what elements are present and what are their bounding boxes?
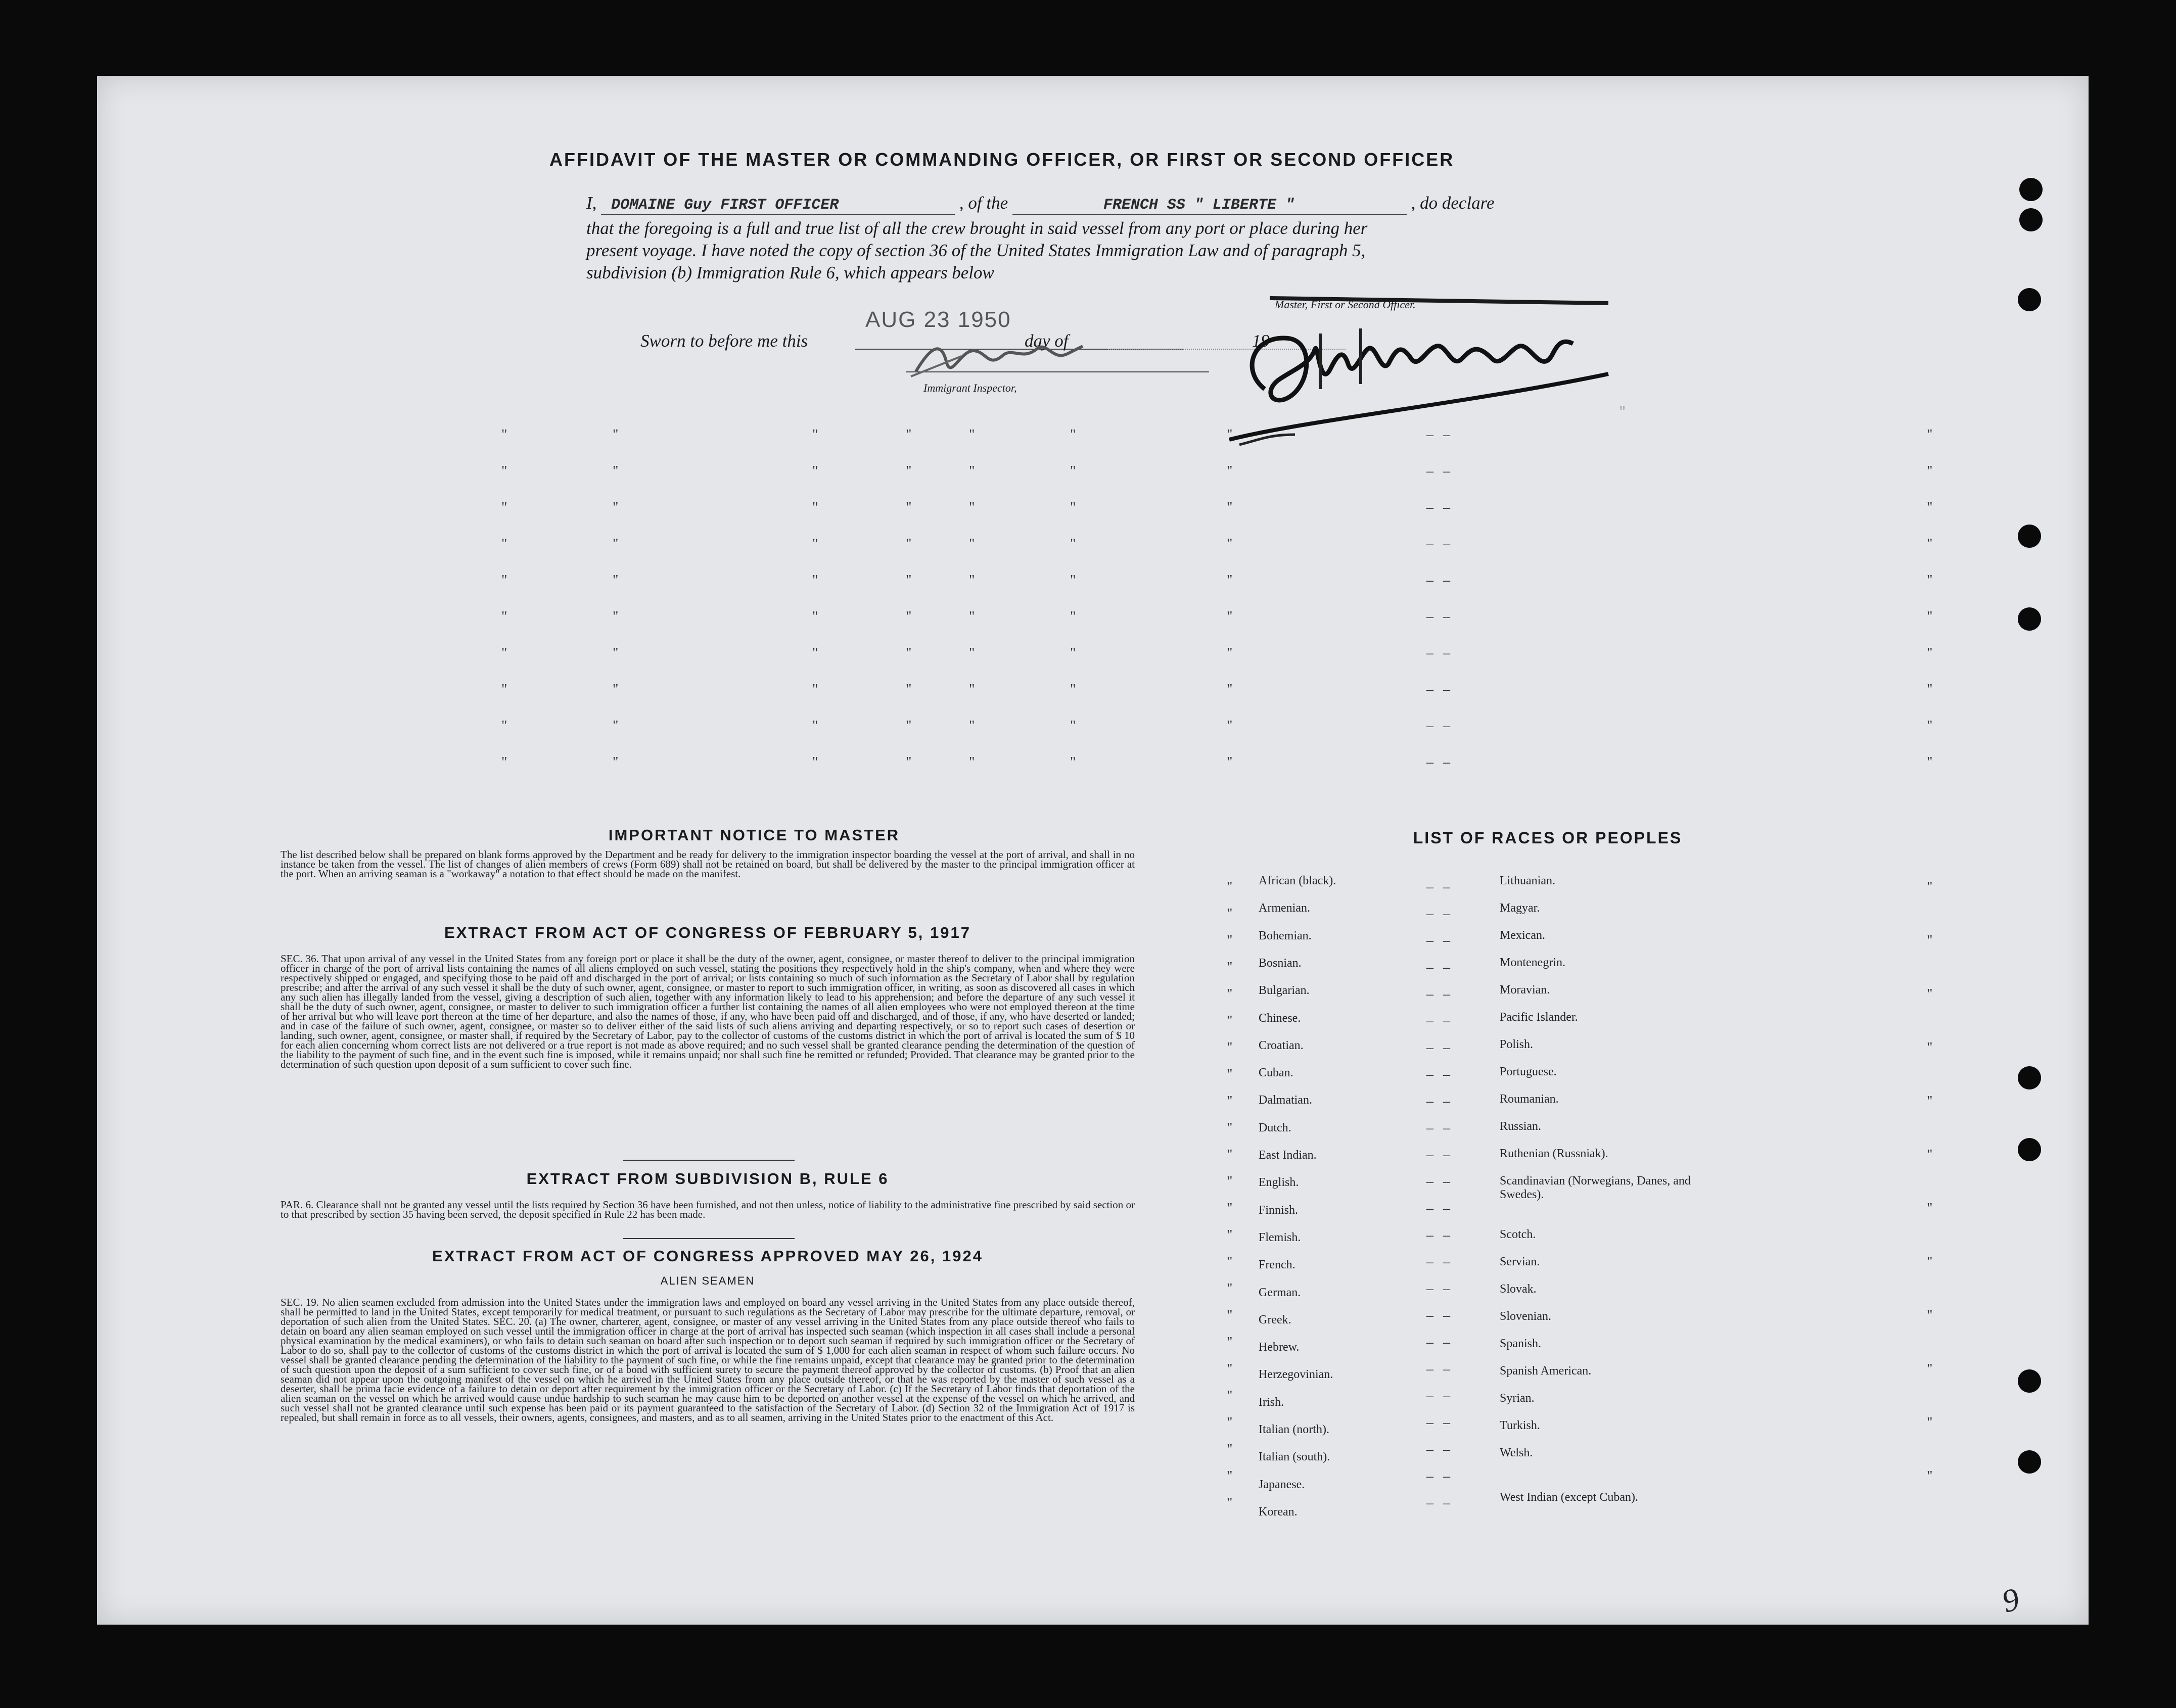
ditto-mark: " bbox=[1227, 933, 1233, 948]
race-item: Hebrew. bbox=[1259, 1341, 1300, 1354]
ditto-mark: " bbox=[501, 573, 507, 588]
race-item: French. bbox=[1259, 1258, 1295, 1272]
punch-hole bbox=[2019, 208, 2043, 231]
ditto-mark: " bbox=[906, 718, 912, 734]
punch-hole bbox=[2018, 1450, 2041, 1474]
race-item: Bosnian. bbox=[1259, 956, 1302, 970]
ditto-mark: " bbox=[1070, 645, 1076, 661]
race-item: Croatian. bbox=[1259, 1038, 1304, 1052]
ditto-mark: " bbox=[1227, 1495, 1233, 1511]
dash-mark: – – bbox=[1426, 1067, 1453, 1082]
ditto-mark: " bbox=[1070, 754, 1076, 770]
race-item: West Indian (except Cuban). bbox=[1500, 1491, 1638, 1504]
race-item: Spanish American. bbox=[1500, 1364, 1592, 1378]
affidavit-title: AFFIDAVIT OF THE MASTER OR COMMANDING OFFICER, OR FIRST OR SECOND OFFICER bbox=[549, 149, 1455, 170]
race-item: Bulgarian. bbox=[1259, 984, 1310, 998]
dash-mark: – – bbox=[1426, 1308, 1453, 1323]
race-item: East Indian. bbox=[1259, 1149, 1317, 1162]
extract1-body: SEC. 36. That upon arrival of any vessel in the United States from any foreign port or place it shall be the duty of the owner, agent, consignee, or master thereof to deliver to the principal immigration officer in charge of the port of arrival lists containing the names of all aliens employed on such vessel, stating the positions they respectively hold in the ship's company, when and where they were respectively shipped or engaged, and specifying those to be paid off and discharged in the port of arrival; or lists containing so much of such information as the Secretary of Labor shall by regulation prescribe; and after the arrival of any such vessel it shall be the duty of such owner, agent, consignee, or master to report to such immigration officer, in writing, as soon as discovered all cases in which any such alien has illegally landed from the vessel, giving a description of such alien, together with any information likely to lead to his apprehension; and before the departure of any such vessel it shall be the duty of such owner, agent, consignee, or master to deliver to such immigration officer a further list containing the names of all alien employees who were not employed thereon at the time of her arrival but who will leave port thereon at the time of her departure, and also the names of those, if any, who have been paid off and discharged, and of those, if any, who have deserted or landed; and in case of the failure of such owner, agent, consignee, or master so to deliver either of the said lists of such aliens arriving and departing respectively, or so to report such cases of desertion or landing, such owner, agent, consignee, or master shall, if required by the Secretary of Labor, pay to the collector of customs of the customs district in which the port of arrival is located the sum of $ 10 for each alien concerning whom correct lists are not delivered or a true report is not made as above required; and no such vessel shall be granted clearance pending the determination of the question of the liability to the payment of such fine, and in the event such fine is imposed, while it remains unpaid; nor shall such fine be remitted or refunded; Provided. That clearance may be granted prior to the determination of such question upon deposit of a sum sufficient to cover such fine. bbox=[281, 953, 1135, 1070]
ditto-mark: " bbox=[1227, 1227, 1233, 1243]
ditto-mark: " bbox=[1227, 1335, 1233, 1350]
ditto-mark: " bbox=[1927, 754, 1933, 770]
dash-mark: – – bbox=[1426, 1094, 1453, 1109]
ditto-mark: " bbox=[1227, 718, 1233, 734]
ditto-mark: " bbox=[501, 500, 507, 515]
ditto-mark: " bbox=[812, 427, 818, 443]
do-declare-text: , do declare bbox=[1411, 193, 1495, 213]
dash-mark: – – bbox=[1426, 906, 1453, 922]
ditto-mark: " bbox=[812, 645, 818, 661]
race-item: Herzegovinian. bbox=[1259, 1368, 1333, 1382]
race-item: Armenian. bbox=[1259, 902, 1310, 915]
dash-mark: – – bbox=[1426, 1013, 1453, 1029]
ditto-mark: " bbox=[1227, 1013, 1233, 1029]
dash-mark: – – bbox=[1426, 1201, 1453, 1216]
dash-mark: – – bbox=[1426, 645, 1453, 661]
ditto-mark: " bbox=[501, 645, 507, 661]
ditto-mark: " bbox=[906, 500, 912, 515]
race-item: Welsh. bbox=[1500, 1446, 1533, 1459]
race-item: Finnish. bbox=[1259, 1203, 1299, 1217]
extract1-title: EXTRACT FROM ACT OF CONGRESS OF FEBRUARY 5, 1917 bbox=[444, 924, 971, 941]
race-item: Mexican. bbox=[1500, 929, 1545, 942]
ditto-mark: " bbox=[1227, 1120, 1233, 1136]
race-item: Flemish. bbox=[1259, 1230, 1301, 1244]
ditto-mark: " bbox=[906, 754, 912, 770]
ditto-mark: " bbox=[1927, 645, 1933, 661]
race-item: Montenegrin. bbox=[1500, 956, 1565, 969]
ditto-mark: " bbox=[1227, 682, 1233, 697]
ditto-mark: " bbox=[1927, 986, 1933, 1002]
dash-mark: – – bbox=[1426, 933, 1453, 948]
ditto-mark: " bbox=[613, 754, 619, 770]
dash-mark: – – bbox=[1426, 754, 1453, 770]
ditto-mark: " bbox=[906, 463, 912, 479]
race-item: Irish. bbox=[1259, 1395, 1284, 1409]
race-item: Polish. bbox=[1500, 1038, 1534, 1051]
inspector-signature bbox=[901, 326, 1164, 387]
ditto-mark: " bbox=[812, 573, 818, 588]
ditto-mark: " bbox=[1927, 427, 1933, 443]
ditto-mark: " bbox=[906, 573, 912, 588]
ditto-mark: " bbox=[613, 463, 619, 479]
ditto-mark: " bbox=[969, 645, 975, 661]
punch-hole bbox=[2018, 525, 2041, 548]
inspector-label: Immigrant Inspector, bbox=[923, 382, 1017, 394]
punch-hole bbox=[2019, 178, 2043, 201]
ditto-mark: " bbox=[1927, 1147, 1933, 1163]
ditto-mark: " bbox=[1927, 933, 1933, 948]
race-item: Roumanian. bbox=[1500, 1093, 1559, 1106]
dash-mark: – – bbox=[1426, 1388, 1453, 1404]
ditto-mark: " bbox=[969, 609, 975, 625]
punch-hole bbox=[2018, 1369, 2041, 1393]
race-item: Korean. bbox=[1259, 1505, 1298, 1519]
year-prefix: 19 bbox=[1252, 331, 1270, 351]
ditto-mark: " bbox=[812, 536, 818, 552]
ditto-mark: " bbox=[1927, 682, 1933, 697]
ditto-mark: " bbox=[1927, 536, 1933, 552]
declaration-prefix: I, bbox=[586, 193, 597, 213]
ditto-mark: " bbox=[1070, 609, 1076, 625]
ditto-mark: " bbox=[613, 609, 619, 625]
ditto-mark: " bbox=[1227, 1067, 1233, 1082]
corner-mark: 9 bbox=[1998, 1581, 2023, 1620]
dash-mark: – – bbox=[1426, 609, 1453, 625]
ditto-mark: " bbox=[1927, 500, 1933, 515]
punch-hole bbox=[2018, 607, 2041, 631]
dash-mark: – – bbox=[1426, 463, 1453, 479]
document-page bbox=[97, 76, 2089, 1625]
race-item: Spanish. bbox=[1500, 1337, 1542, 1350]
dash-mark: – – bbox=[1426, 1254, 1453, 1270]
ditto-mark: " bbox=[1227, 1468, 1233, 1484]
ditto-mark: " bbox=[1227, 1254, 1233, 1270]
dash-mark: – – bbox=[1426, 1147, 1453, 1163]
dash-mark: – – bbox=[1426, 986, 1453, 1002]
ditto-mark: " bbox=[1927, 879, 1933, 895]
ditto-mark: " bbox=[1227, 1281, 1233, 1297]
dash-mark: – – bbox=[1426, 1361, 1453, 1377]
race-item: English. bbox=[1259, 1176, 1299, 1190]
race-item: Scandinavian (Norwegians, Danes, and Swedes). bbox=[1500, 1174, 1691, 1201]
extract2-body: PAR. 6. Clearance shall not be granted any vessel until the lists required by Section 36 have been furnished, and not then unless, notice of liability to the administrative fine prescribed by said section or to that prescribed by section 35 having been served, the deposit specified in Rule 22 has been made. bbox=[281, 1199, 1135, 1220]
dash-mark: – – bbox=[1426, 718, 1453, 734]
race-item: Chinese. bbox=[1259, 1011, 1301, 1025]
ditto-mark: " bbox=[1227, 427, 1233, 443]
race-item: Pacific Islander. bbox=[1500, 1011, 1578, 1024]
ditto-mark: " bbox=[1227, 754, 1233, 770]
divider bbox=[623, 1238, 795, 1239]
ditto-mark: " bbox=[613, 427, 619, 443]
notice-body: The list described below shall be prepared on blank forms approved by the Department and be ready for delivery to the immigration inspector boarding the vessel at the port of arrival, and shall in no instance be taken from the vessel. The list of changes of alien members of crews (Form 689) shall not be retained on board, but shall be delivered by the master to the principal immigration officer at the port. When an arriving seaman is a "workaway" a notation to that effect should be made on the manifest. bbox=[281, 848, 1135, 880]
day-of-text: day of bbox=[1025, 331, 1069, 351]
dash-mark: – – bbox=[1426, 1227, 1453, 1243]
dash-mark: – – bbox=[1426, 682, 1453, 697]
ditto-mark: " bbox=[1227, 609, 1233, 625]
ditto-mark: " bbox=[1927, 573, 1933, 588]
ditto-mark: " bbox=[1927, 1361, 1933, 1377]
ditto-mark: " bbox=[969, 427, 975, 443]
race-item: Japanese. bbox=[1259, 1478, 1305, 1491]
dash-mark: – – bbox=[1426, 1415, 1453, 1431]
race-item: Italian (south). bbox=[1259, 1450, 1330, 1464]
ditto-mark: " bbox=[1927, 1415, 1933, 1431]
ditto-mark: " bbox=[1227, 1442, 1233, 1457]
ditto-mark: " bbox=[969, 754, 975, 770]
dash-mark: – – bbox=[1426, 1495, 1453, 1511]
master-label: Master, First or Second Officer. bbox=[1275, 298, 1416, 311]
race-item: Bohemian. bbox=[1259, 929, 1312, 942]
ditto-mark: " bbox=[906, 427, 912, 443]
race-item: Portuguese. bbox=[1500, 1065, 1557, 1078]
race-item: Syrian. bbox=[1500, 1392, 1535, 1405]
ditto-mark: " bbox=[1927, 1254, 1933, 1270]
ditto-mark: " bbox=[613, 682, 619, 697]
ditto-mark: " bbox=[501, 754, 507, 770]
dash-mark: – – bbox=[1426, 573, 1453, 588]
ditto-mark: " bbox=[969, 682, 975, 697]
ditto-mark: " bbox=[613, 573, 619, 588]
notice-title: IMPORTANT NOTICE TO MASTER bbox=[608, 826, 900, 844]
race-item: Russian. bbox=[1500, 1120, 1542, 1133]
bleed-through: " bbox=[1618, 404, 1627, 419]
race-item: Servian. bbox=[1500, 1255, 1540, 1268]
race-item: African (black). bbox=[1259, 874, 1336, 887]
race-item: Ruthenian (Russniak). bbox=[1500, 1147, 1608, 1160]
ditto-mark: " bbox=[812, 609, 818, 625]
race-item: Slovak. bbox=[1500, 1283, 1537, 1296]
race-item: German. bbox=[1259, 1286, 1301, 1299]
race-item: Lithuanian. bbox=[1500, 874, 1555, 887]
ditto-mark: " bbox=[1227, 960, 1233, 975]
ditto-mark: " bbox=[613, 718, 619, 734]
ditto-mark: " bbox=[613, 645, 619, 661]
ditto-mark: " bbox=[1227, 573, 1233, 588]
ditto-mark: " bbox=[969, 500, 975, 515]
date-stamp: AUG 23 1950 bbox=[865, 307, 1011, 332]
ditto-mark: " bbox=[1227, 1388, 1233, 1404]
ditto-mark: " bbox=[1227, 500, 1233, 515]
ditto-mark: " bbox=[1927, 1201, 1933, 1216]
extract3-title: EXTRACT FROM ACT OF CONGRESS APPROVED MAY 26, 1924 bbox=[432, 1247, 983, 1265]
extract2-title: EXTRACT FROM SUBDIVISION B, RULE 6 bbox=[526, 1170, 889, 1188]
race-item: Dalmatian. bbox=[1259, 1094, 1312, 1107]
dash-mark: – – bbox=[1426, 1281, 1453, 1297]
race-item: Turkish. bbox=[1500, 1419, 1540, 1432]
dash-mark: – – bbox=[1426, 879, 1453, 895]
ditto-mark: " bbox=[812, 682, 818, 697]
punch-hole bbox=[2018, 1066, 2041, 1089]
ditto-mark: " bbox=[1927, 1308, 1933, 1323]
declaration-line-3: present voyage. I have noted the copy of section 36 of the United States Immigration Law and of paragraph 5, bbox=[586, 241, 1366, 260]
ditto-mark: " bbox=[1227, 879, 1233, 895]
race-item: Magyar. bbox=[1500, 902, 1540, 915]
ditto-mark: " bbox=[1227, 645, 1233, 661]
dash-mark: – – bbox=[1426, 1040, 1453, 1056]
of-the-text: , of the bbox=[959, 193, 1008, 213]
ditto-mark: " bbox=[613, 536, 619, 552]
ditto-mark: " bbox=[1927, 1094, 1933, 1109]
ditto-mark: " bbox=[812, 463, 818, 479]
ditto-mark: " bbox=[1227, 1147, 1233, 1163]
ditto-mark: " bbox=[1227, 1094, 1233, 1109]
ditto-mark: " bbox=[812, 718, 818, 734]
vessel-name: FRENCH SS " LIBERTE " bbox=[1012, 197, 1407, 215]
punch-hole bbox=[2018, 288, 2041, 311]
ditto-mark: " bbox=[1927, 609, 1933, 625]
divider bbox=[623, 1160, 795, 1161]
ditto-mark: " bbox=[501, 536, 507, 552]
ditto-mark: " bbox=[501, 463, 507, 479]
dash-mark: – – bbox=[1426, 1335, 1453, 1350]
ditto-mark: " bbox=[1927, 1468, 1933, 1484]
ditto-mark: " bbox=[1070, 500, 1076, 515]
ditto-mark: " bbox=[906, 536, 912, 552]
ditto-mark: " bbox=[501, 682, 507, 697]
ditto-mark: " bbox=[1227, 1415, 1233, 1431]
dash-mark: – – bbox=[1426, 960, 1453, 975]
race-item: Greek. bbox=[1259, 1313, 1291, 1326]
extract3-body: SEC. 19. No alien seamen excluded from admission into the United States under the immigration laws and employed on board any vessel arriving in the United States from any place outside thereof, shall be permitted to land in the United States, except temporarily for medical treatment, or pursuant to such regulations as the Secretary of Labor may prescribe for the ultimate departure, removal, or deportation of such alien from the United States. SEC. 20. (a) The owner, charterer, agent, consignee, or master of any vessel arriving in the United States from any place outside thereof who fails to detain on board any alien seaman employed on such vessel until the immigration officer in charge at the port of arrival has inspected such seaman (which inspection in all cases shall include a personal physical examination by the medical examiners), or who fails to detain such seaman on board after such inspection or to deport such seaman if required by such immigration officer or the Secretary of Labor to do so, shall pay to the collector of customs of the customs district in which the port of arrival is located the sum of $ 1,000 for each alien seaman in respect of whom such failure occurs. No vessel shall be granted clearance pending the determination of the liability to the payment of such fine, or while the fine remains unpaid, except that clearance may be granted prior to the determination of such question upon the deposit of a sum sufficient to cover such fine, or of a bond with sufficient surety to secure the payment thereof approved by the collector of customs. (b) Proof that an alien seaman did not appear upon the outgoing manifest of the vessel on which he arrived in the United States from any place outside thereof, or that he was reported by the master of such vessel as a deserter, shall be prima facie evidence of a failure to detain or deport after requirement by the immigration officer or the Secretary of Labor. (c) If the Secretary of Labor finds that deportation of the alien seaman on the vessel on which he arrived would cause undue hardship to such seaman he may cause him to be deported on another vessel at the expense of the vessel on which he arrived, and such vessel shall not be granted clearance until such expense has been paid or its payment guaranteed to the satisfaction of the Secretary of Labor. (d) Section 32 of the Immigration Act of 1917 is repealed, but shall remain in force as to all vessels, their owners, agents, consignees, and masters, and as to all seamen, arriving in the United States prior to the enactment of this Act. bbox=[281, 1296, 1135, 1424]
race-item: Italian (north). bbox=[1259, 1423, 1329, 1436]
ditto-mark: " bbox=[1927, 463, 1933, 479]
ditto-mark: " bbox=[1070, 536, 1076, 552]
dash-mark: – – bbox=[1426, 1174, 1453, 1190]
ditto-mark: " bbox=[1227, 1040, 1233, 1056]
races-title: LIST OF RACES OR PEOPLES bbox=[1413, 829, 1683, 847]
ditto-mark: " bbox=[969, 536, 975, 552]
ditto-mark: " bbox=[969, 463, 975, 479]
ditto-mark: " bbox=[1070, 682, 1076, 697]
ditto-mark: " bbox=[1227, 536, 1233, 552]
ditto-mark: " bbox=[613, 500, 619, 515]
declaration-line-4: subdivision (b) Immigration Rule 6, which appears below bbox=[586, 263, 994, 282]
dash-mark: – – bbox=[1426, 427, 1453, 443]
ditto-mark: " bbox=[906, 645, 912, 661]
ditto-mark: " bbox=[969, 573, 975, 588]
race-item: Scotch. bbox=[1500, 1228, 1536, 1241]
declaration-line-2: that the foregoing is a full and true list of all the crew brought in said vessel from any port or place during her bbox=[586, 218, 1368, 238]
ditto-mark: " bbox=[1227, 1174, 1233, 1190]
race-item: Dutch. bbox=[1259, 1121, 1291, 1134]
ditto-mark: " bbox=[1227, 906, 1233, 922]
ditto-mark: " bbox=[1927, 1040, 1933, 1056]
race-item: Moravian. bbox=[1500, 983, 1550, 997]
punch-hole bbox=[2018, 1138, 2041, 1161]
ditto-mark: " bbox=[1227, 1361, 1233, 1377]
dash-mark: – – bbox=[1426, 1468, 1453, 1484]
race-item: Slovenian. bbox=[1500, 1310, 1551, 1323]
officer-name: DOMAINE Guy FIRST OFFICER bbox=[601, 197, 955, 215]
ditto-mark: " bbox=[1227, 463, 1233, 479]
ditto-mark: " bbox=[1070, 463, 1076, 479]
ditto-mark: " bbox=[812, 500, 818, 515]
extract3-subtitle: ALIEN SEAMEN bbox=[660, 1274, 755, 1287]
ditto-mark: " bbox=[812, 754, 818, 770]
dash-mark: – – bbox=[1426, 1442, 1453, 1457]
ditto-mark: " bbox=[906, 609, 912, 625]
ditto-mark: " bbox=[501, 718, 507, 734]
declaration-line-1 bbox=[586, 193, 1653, 215]
ditto-mark: " bbox=[906, 682, 912, 697]
ditto-mark: " bbox=[501, 609, 507, 625]
dash-mark: – – bbox=[1426, 1120, 1453, 1136]
dash-mark: – – bbox=[1426, 500, 1453, 515]
ditto-mark: " bbox=[1227, 986, 1233, 1002]
ditto-mark: " bbox=[501, 427, 507, 443]
race-item: Cuban. bbox=[1259, 1066, 1293, 1080]
ditto-mark: " bbox=[1070, 718, 1076, 734]
ditto-mark: " bbox=[1927, 718, 1933, 734]
dash-mark: – – bbox=[1426, 536, 1453, 552]
ditto-mark: " bbox=[1227, 1201, 1233, 1216]
ditto-mark: " bbox=[1070, 573, 1076, 588]
ditto-mark: " bbox=[1227, 1308, 1233, 1323]
ditto-mark: " bbox=[969, 718, 975, 734]
ditto-mark: " bbox=[1070, 427, 1076, 443]
sworn-text: Sworn to before me this bbox=[640, 331, 808, 351]
